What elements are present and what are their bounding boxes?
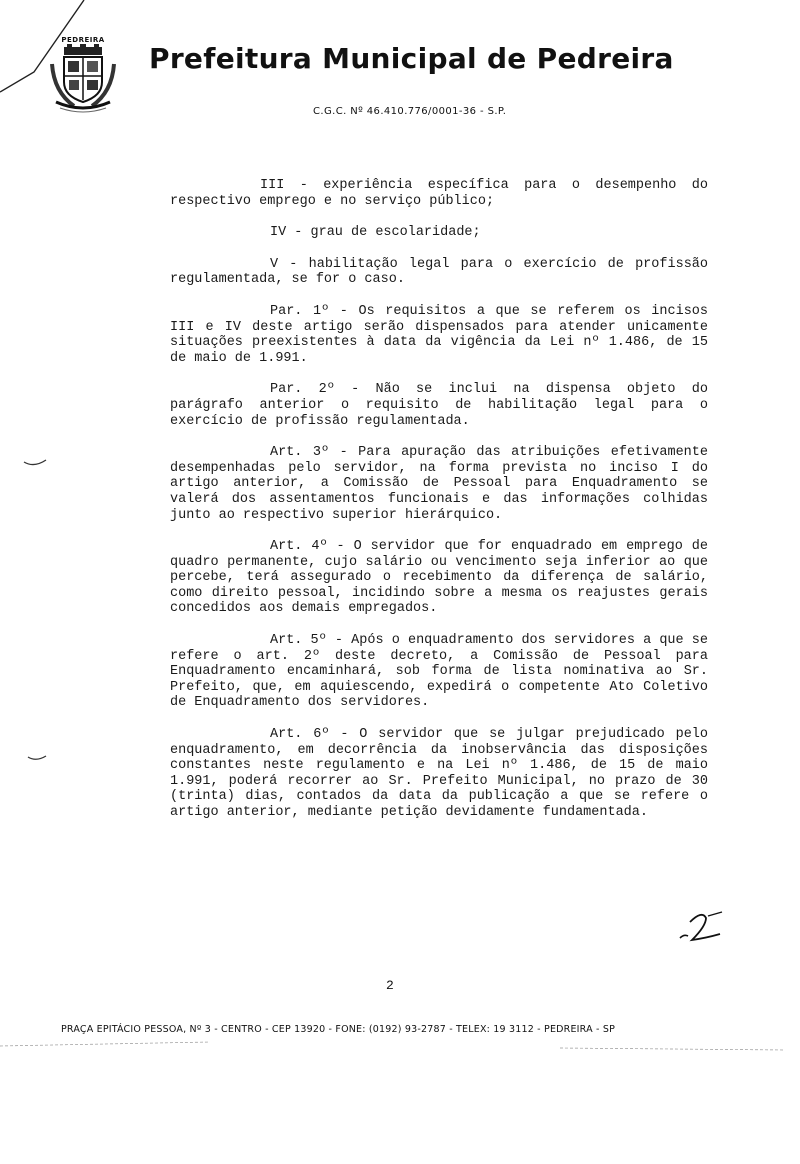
page-title: Prefeitura Municipal de Pedreira [149,42,674,75]
paragraph-par-2: Par. 2º - Não se inclui na dispensa objeto do parágrafo anterior o requisito de habilitação legal para o exercício de profissão regulamentada. [170,382,708,429]
paragraph-art-4: Art. 4º - O servidor que for enquadrado em emprego de quadro permanente, cujo salário ou vencimento seja inferior ao que percebe, terá assegurado o recebimento da diferença de salário, como direito pessoal, incidindo sobre a mesma os reajustes gerais concedidos aos demais empregados. [170,539,708,617]
page-number: 2 [386,978,394,993]
coat-of-arms-icon [50,36,116,114]
punch-hole-mark-upper [24,460,46,465]
paragraph-art-5: Art. 5º - Após o enquadramento dos servidores a que se refere o art. 2º deste decreto, a Comissão de Pessoal para Enquadramento encaminhará, sob forma de lista nominativa ao Sr. Prefeito, que, em aquiescendo, expedirá o competente Ato Coletivo de Enquadramento dos servidores. [170,633,708,711]
crest-lettering: PEDREIRA [61,36,105,44]
fold-line-bottom-right [560,1048,785,1050]
fold-line-bottom [0,1042,210,1046]
cgc-registration: C.G.C. Nº 46.410.776/0001-36 - S.P. [313,106,507,117]
paragraph-art-3: Art. 3º - Para apuração das atribuições efetivamente desempenhadas pelo servidor, na forma prevista no inciso I do artigo anterior, a Comissão de Pessoal para Enquadramento se valerá dos assentamentos funcionais e das informações colhidas junto ao respectivo superior hierárquico. [170,445,708,523]
paragraph-inciso-iv: IV - grau de escolaridade; [270,225,481,241]
municipal-crest [50,36,116,114]
paragraph-art-6: Art. 6º - O servidor que se julgar prejudicado pelo enquadramento, em decorrência da inobservância das disposições constantes neste regulamento e na Lei nº 1.486, de 15 de maio 1.991, poderá recorrer ao Sr. Prefeito Municipal, no prazo de 30 (trinta) dias, contados da data da publicação a que se refere o artigo anterior, mediante petição devidamente fundamentada. [170,727,708,820]
document-body [170,178,708,837]
punch-hole-mark-lower [28,756,46,759]
paragraph-inciso-iii: III - experiência específica para o desempenho do respectivo emprego e no serviço público; [170,178,708,209]
initials-signature [676,908,726,946]
paragraph-par-1: Par. 1º - Os requisitos a que se referem os incisos III e IV deste artigo serão dispensados para atender unicamente situações preexistentes à data da vigência da Lei nº 1.486, de 15 de maio de 1.991. [170,303,708,366]
paragraph-inciso-v: V - habilitação legal para o exercício de profissão regulamentada, se for o caso. [170,256,708,288]
footer-address: PRAÇA EPITÁCIO PESSOA, Nº 3 - CENTRO - CEP 13920 - FONE: (0192) 93-2787 - TELEX: 19 3112 - PEDREIRA - SP [61,1024,616,1035]
